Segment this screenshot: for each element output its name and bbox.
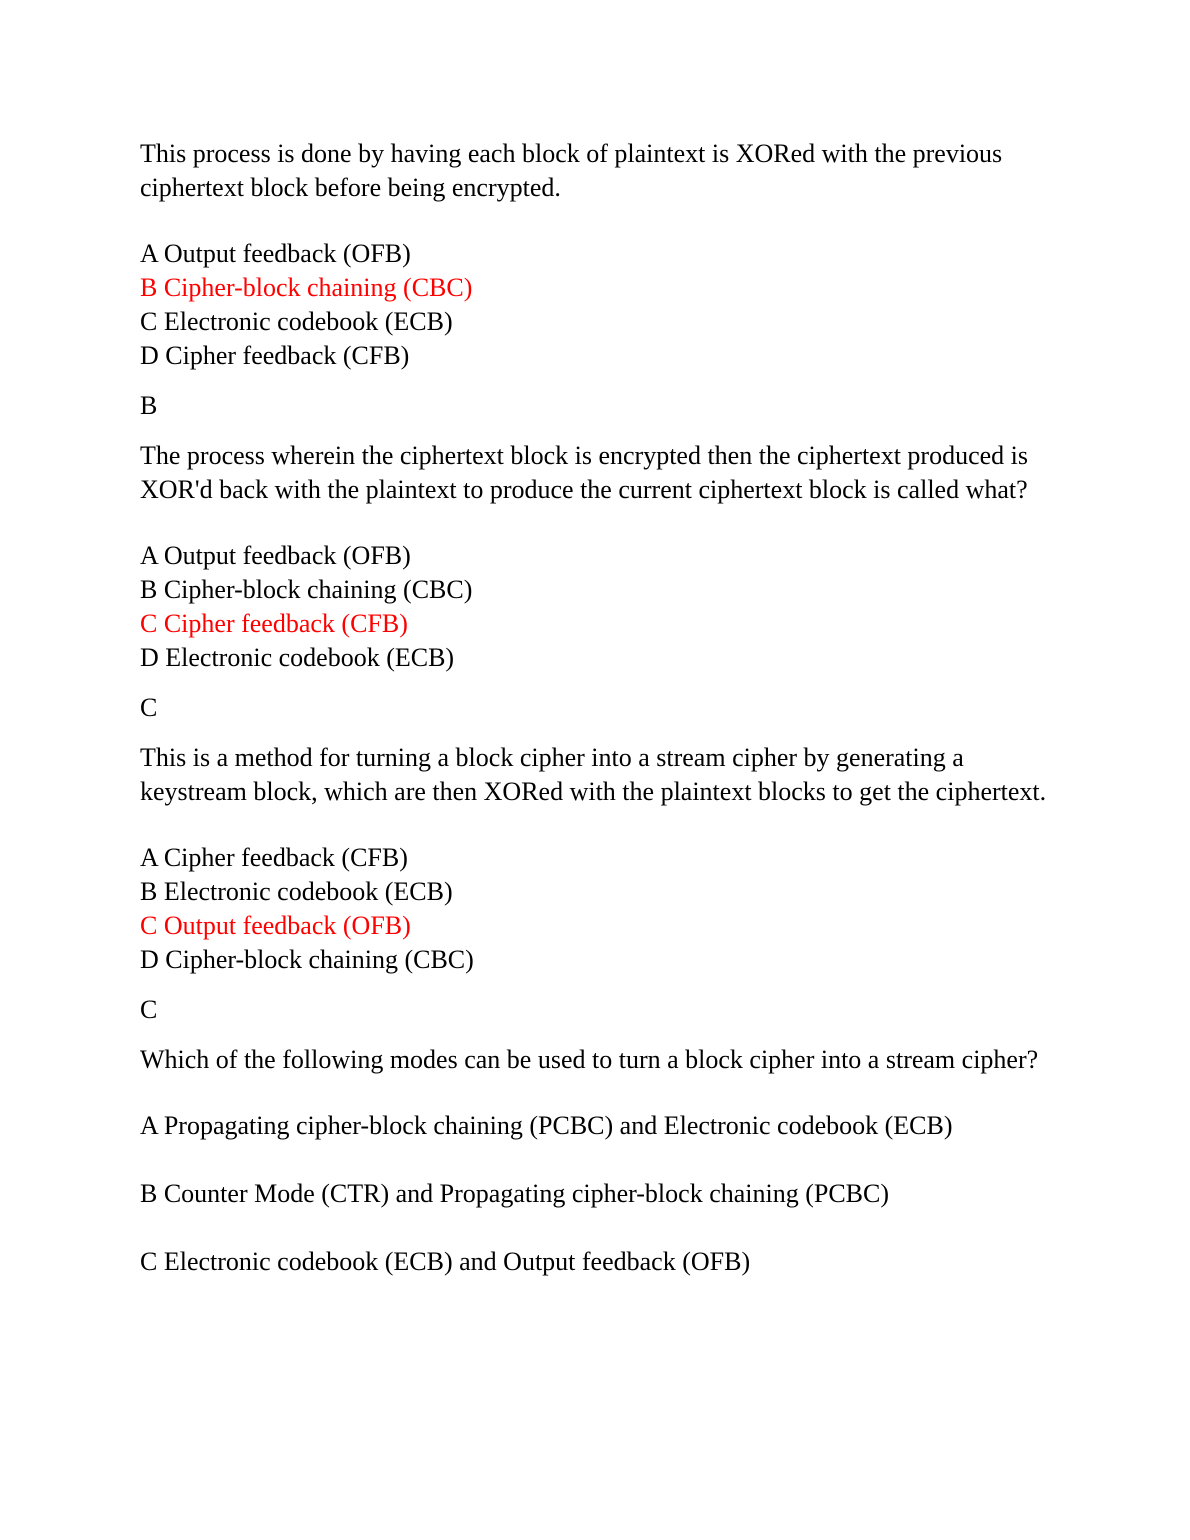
- option-b: B Cipher-block chaining (CBC): [140, 575, 473, 604]
- answer-letter: C: [140, 995, 158, 1024]
- question-1: [140, 137, 1060, 423]
- answer-letter: C: [140, 693, 158, 722]
- option-a: A Output feedback (OFB): [140, 541, 411, 570]
- options-list: [140, 841, 1060, 977]
- option-d: D Electronic codebook (ECB): [140, 643, 455, 672]
- options-list: [140, 1109, 1060, 1279]
- option-d: D Cipher feedback (CFB): [140, 341, 410, 370]
- option-a: A Propagating cipher-block chaining (PCBC) and Electronic codebook (ECB): [140, 1111, 953, 1140]
- question-2: [140, 439, 1060, 725]
- question-text: This is a method for turning a block cipher into a stream cipher by generating a keystream block, which are then XORed with the plaintext blocks to get the ciphertext.: [140, 743, 1047, 806]
- option-c: C Electronic codebook (ECB) and Output feedback (OFB): [140, 1247, 751, 1276]
- question-text: The process wherein the ciphertext block is encrypted then the ciphertext produced is XOR'd back with the plaintext to produce the current ciphertext block is called what?: [140, 441, 1029, 504]
- document-page: [140, 137, 1060, 1313]
- option-b-correct: B Cipher-block chaining (CBC): [140, 273, 473, 302]
- option-c-correct: C Output feedback (OFB): [140, 911, 411, 940]
- answer-letter: B: [140, 391, 158, 420]
- option-b: B Electronic codebook (ECB): [140, 877, 453, 906]
- option-a: A Cipher feedback (CFB): [140, 843, 408, 872]
- options-list: [140, 539, 1060, 675]
- question-text: This process is done by having each block of plaintext is XORed with the previous ciphertext block before being encrypted.: [140, 139, 1003, 202]
- question-3: [140, 741, 1060, 1027]
- options-list: [140, 237, 1060, 373]
- question-text: Which of the following modes can be used to turn a block cipher into a stream cipher?: [140, 1045, 1039, 1074]
- option-c-correct: C Cipher feedback (CFB): [140, 609, 408, 638]
- option-b: B Counter Mode (CTR) and Propagating cipher-block chaining (PCBC): [140, 1179, 890, 1208]
- option-d: D Cipher-block chaining (CBC): [140, 945, 474, 974]
- option-a: A Output feedback (OFB): [140, 239, 411, 268]
- question-4: [140, 1043, 1060, 1279]
- option-c: C Electronic codebook (ECB): [140, 307, 453, 336]
